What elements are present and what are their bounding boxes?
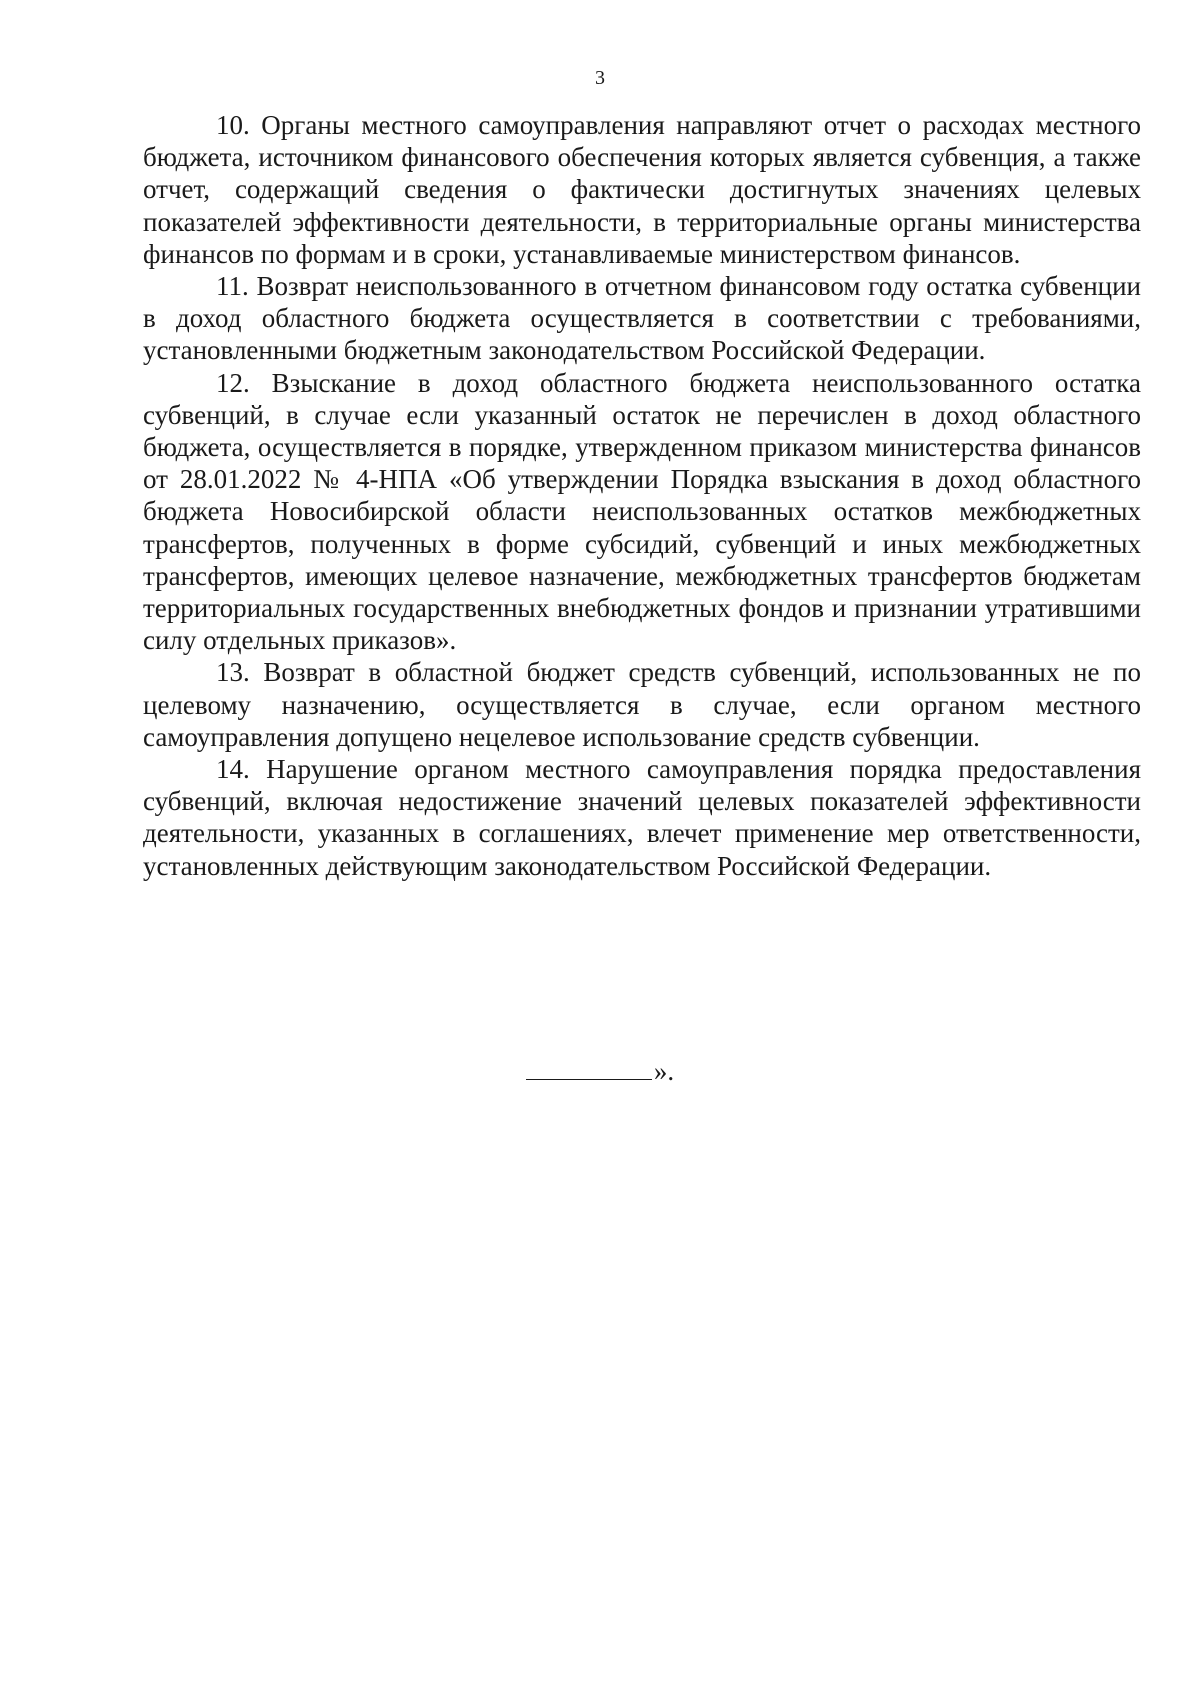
paragraph-12: 12. Взыскание в доход областного бюджета неиспользованного остатка субвенций, в случае если указанный остаток не перечислен в доход областного бюджета, осуществляется в порядке, утвержденном приказом министерства финансов от 28.01.2022 № 4-НПА «Об утверждении Порядка взыскания в доход областного бюджета Новосибирской области неиспользованных остатков межбюджетных трансфертов, полученных в форме субсидий, субвенций и иных межбюджетных трансфертов, имеющих целевое назначение, межбюджетных трансфертов бюджетам территориальных государственных внебюджетных фондов и признании утратившими силу отдельных приказов». — [143, 367, 1141, 656]
paragraph-14: 14. Нарушение органом местного самоуправления порядка предоставления субвенций, включая недостижение значений целевых показателей эффективности деятельности, указанных в соглашениях, влечет применение мер ответственности, установленных действующим законодательством Российской Федерации. — [143, 754, 1141, 881]
paragraph-11: 11. Возврат неиспользованного в отчетном финансовом году остатка субвенции в доход областного бюджета осуществляется в соответствии с требованиями, установленными бюджетным законодательством Российской Федерации. — [143, 271, 1141, 366]
signature-rule — [526, 1079, 652, 1080]
document-body — [143, 109, 1141, 882]
closing-quote-mark: ». — [653, 1056, 675, 1086]
paragraph-13: 13. Возврат в областной бюджет средств субвенций, использованных не по целевому назначению, осуществляется в случае, если органом местного самоуправления допущено нецелевое использование средств субвенции. — [143, 657, 1141, 752]
page-number: 3 — [595, 67, 605, 89]
closing-line — [0, 1055, 1200, 1087]
paragraph-10: 10. Органы местного самоуправления направляют отчет о расходах местного бюджета, источником финансового обеспечения которых является субвенция, а также отчет, содержащий сведения о фактически достигнутых значениях целевых показателей эффективности деятельности, в территориальные органы министерства финансов по формам и в сроки, устанавливаемые министерством финансов. — [143, 110, 1141, 269]
